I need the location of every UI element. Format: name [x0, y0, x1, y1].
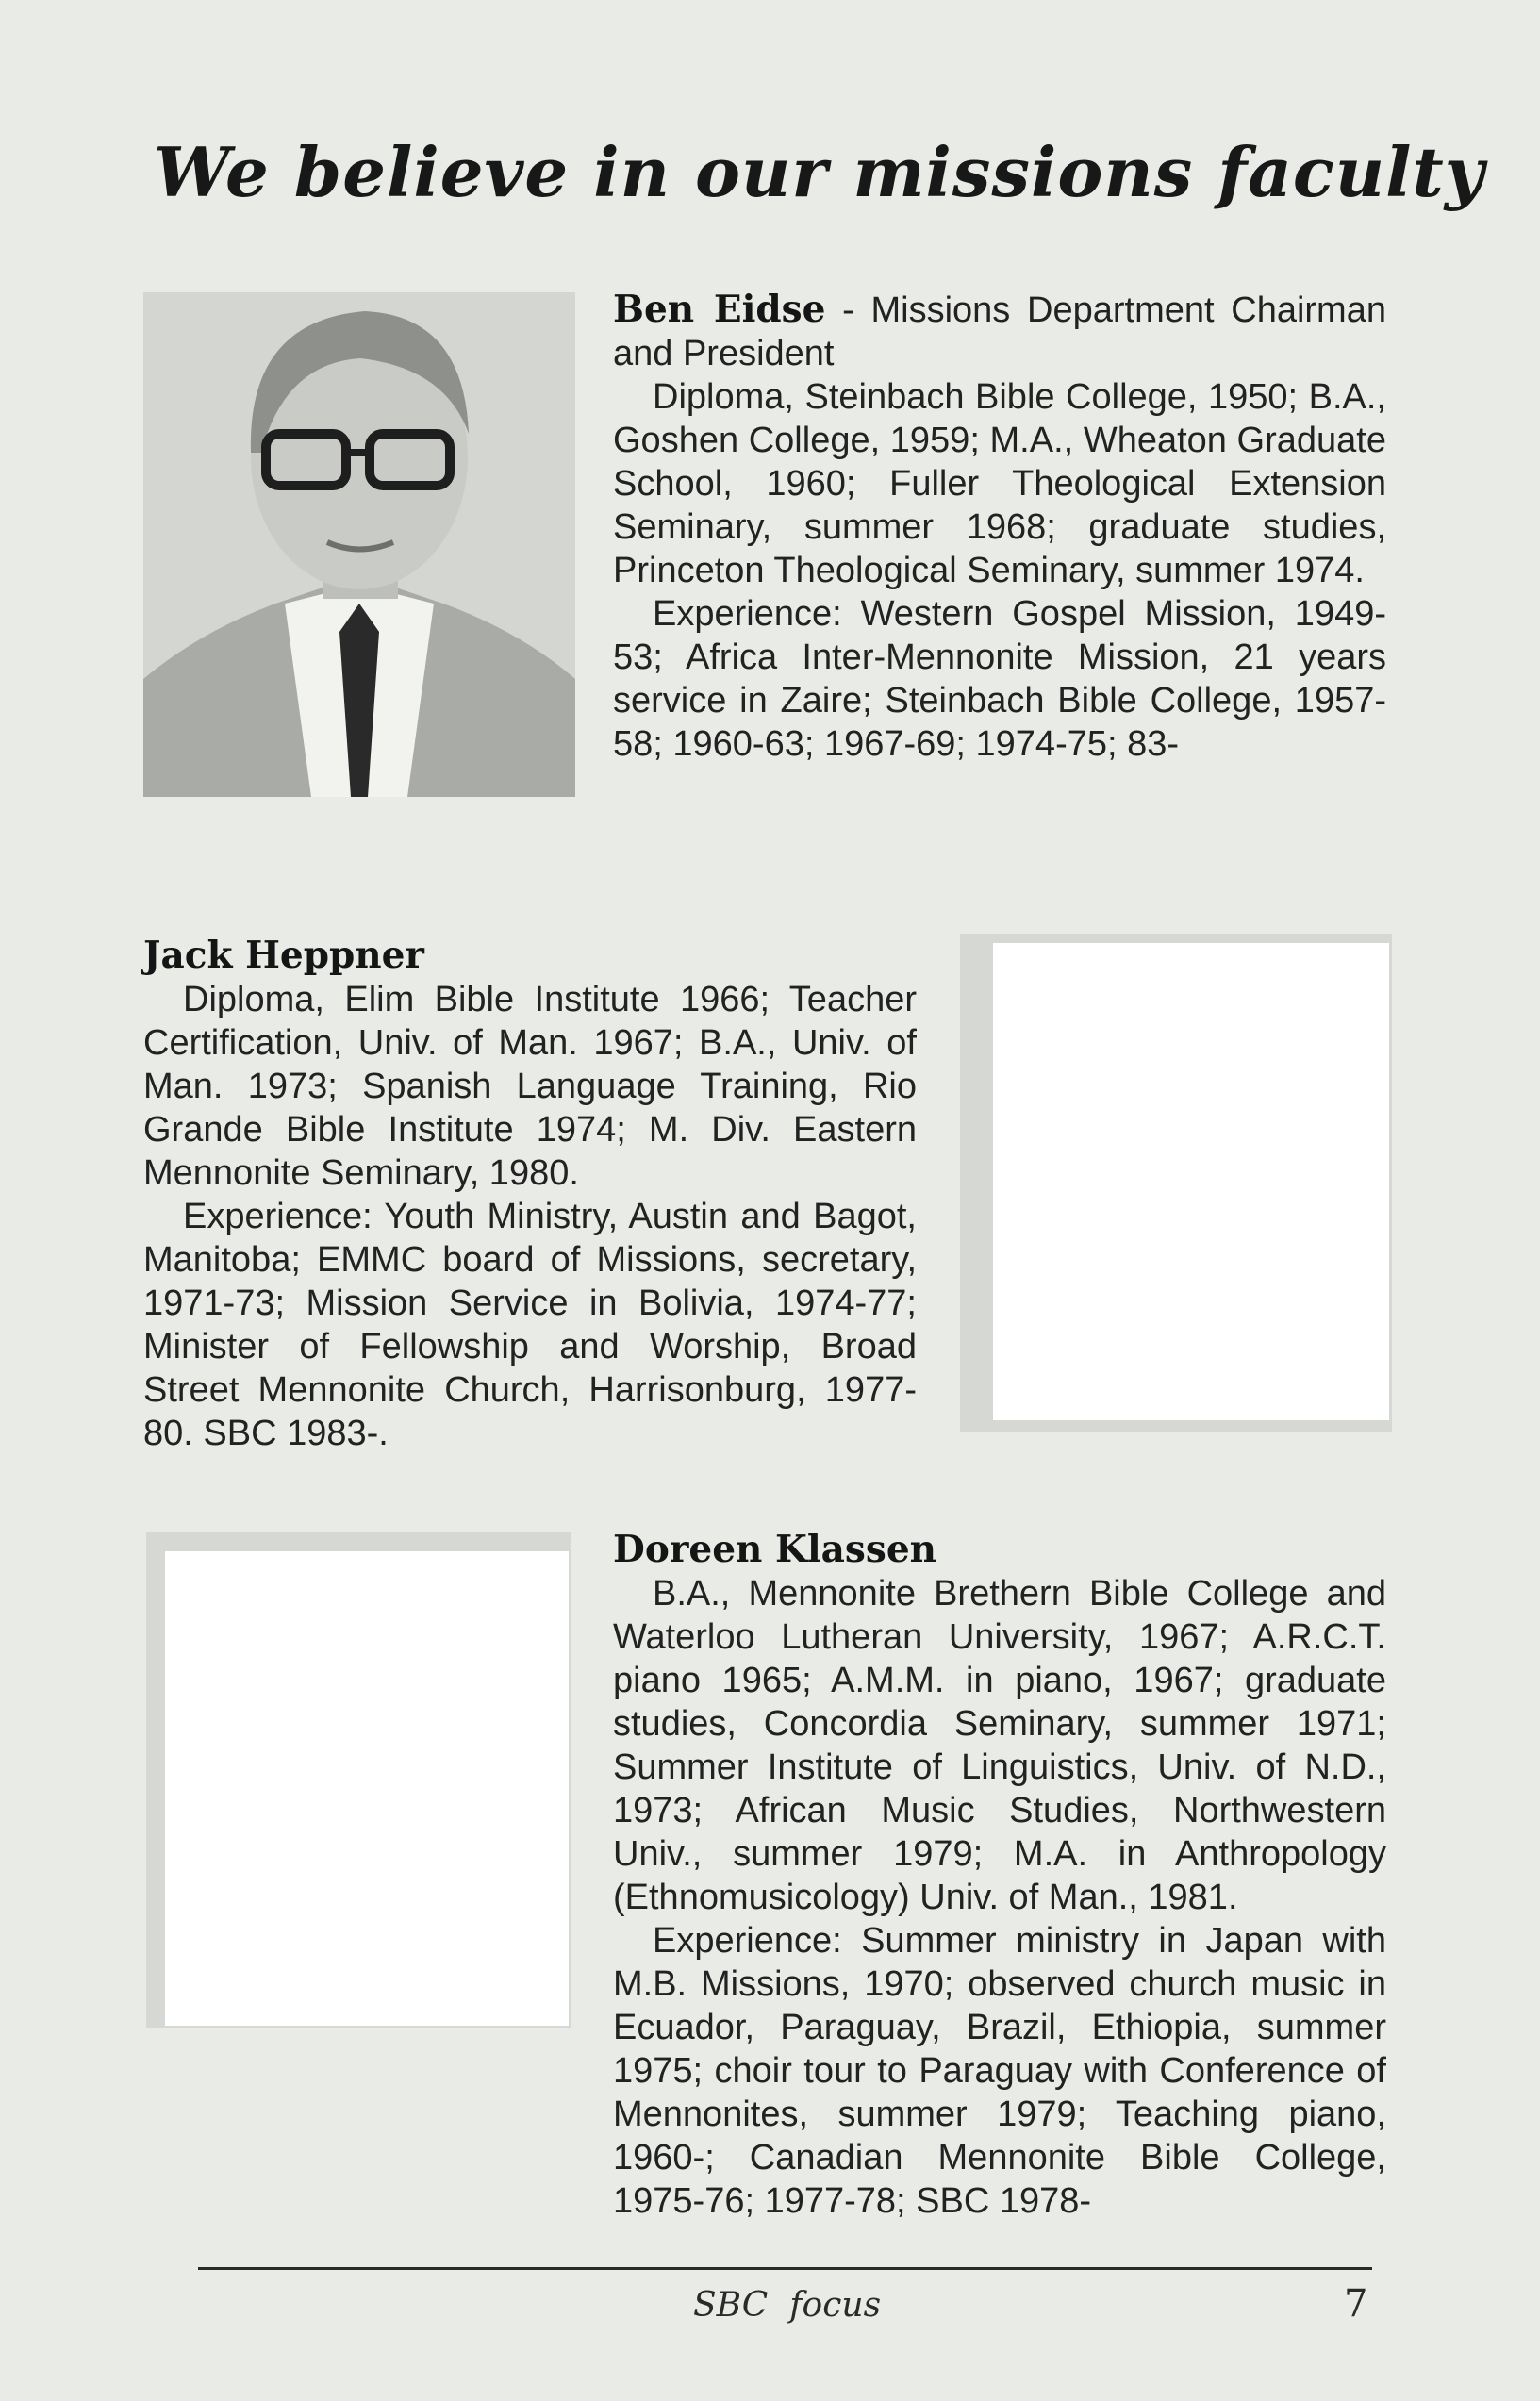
- faculty-education: Diploma, Steinbach Bible College, 1950; B.A., Goshen College, 1959; M.A., Wheaton Graduate School, 1960; Fuller Theological Extension Seminary, summer 1968; graduate studies, Princeton Theological Seminary, summer 1974.: [613, 377, 1386, 590]
- faculty-photo-doreen-klassen: [146, 1532, 571, 2028]
- page-title: We believe in our missions faculty: [154, 132, 1485, 212]
- redacted-photo-area: [993, 943, 1389, 1420]
- faculty-bio-doreen-klassen: [613, 1528, 1386, 2223]
- faculty-experience: Experience: Youth Ministry, Austin and Bagot, Manitoba; EMMC board of Missions, secretary, 1971-73; Mission Service in Bolivia, 1974-77; Minister of Fellowship and Worship, Broad Street Mennonite Church, Harrisonburg, 1977-80. SBC 1983-.: [143, 1197, 917, 1453]
- faculty-experience: Experience: Summer ministry in Japan with M.B. Missions, 1970; observed church music in Ecuador, Paraguay, Brazil, Ethiopia, summer 1975; choir tour to Paraguay with Conference of Mennonites, summer 1979; Teaching piano, 1960-; Canadian Mennonite Bible College, 1975-76; 1977-78; SBC 1978-: [613, 1921, 1386, 2221]
- faculty-bio-ben-eidse: [613, 288, 1386, 766]
- faculty-heading: [613, 1528, 1386, 1572]
- faculty-name: Doreen Klassen: [613, 1528, 937, 1571]
- faculty-role: - Missions Department Chairman and President: [613, 290, 1386, 373]
- redacted-photo-area: [165, 1551, 569, 2026]
- faculty-photo-ben-eidse: [143, 292, 575, 797]
- faculty-heading: [143, 934, 917, 978]
- faculty-name: Jack Heppner: [143, 934, 424, 977]
- faculty-heading: [613, 288, 1386, 375]
- faculty-bio-jack-heppner: [143, 934, 917, 1455]
- footer-page-number: 7: [1344, 2282, 1368, 2326]
- portrait-illustration: [143, 292, 575, 797]
- faculty-education: Diploma, Elim Bible Institute 1966; Teacher Certification, Univ. of Man. 1967; B.A., Univ. of Man. 1973; Spanish Language Training, Rio Grande Bible Institute 1974; M. Div. Eastern Mennonite Seminary, 1980.: [143, 980, 917, 1193]
- faculty-education: B.A., Mennonite Brethern Bible College and Waterloo Lutheran University, 1967; A.R.C.T. piano 1965; A.M.M. in piano, 1967; graduate studies, Concordia Seminary, summer 1971; Summer Institute of Linguistics, Univ. of N.D., 1973; African Music Studies, Northwestern Univ., summer 1979; M.A. in Anthropology (Ethnomusicology) Univ. of Man., 1981.: [613, 1574, 1386, 1917]
- faculty-experience: Experience: Western Gospel Mission, 1949-53; Africa Inter-Mennonite Mission, 21 years service in Zaire; Steinbach Bible College, 1957-58; 1960-63; 1967-69; 1974-75; 83-: [613, 594, 1386, 764]
- footer-divider: [198, 2267, 1372, 2270]
- faculty-name: Ben Eidse: [613, 288, 826, 331]
- footer-publication: SBC focus: [693, 2286, 882, 2325]
- faculty-photo-jack-heppner: [960, 934, 1392, 1432]
